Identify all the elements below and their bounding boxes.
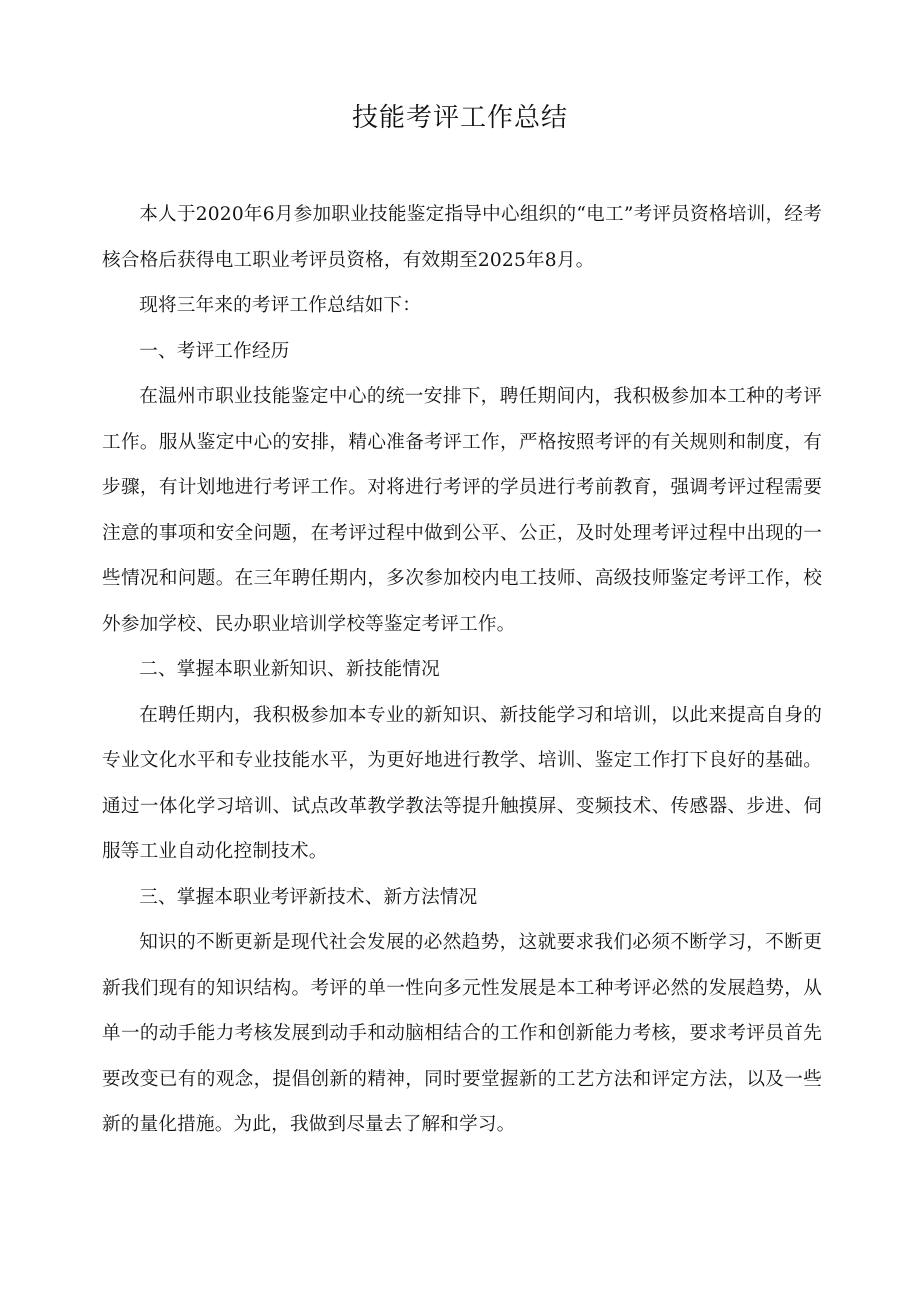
section-heading-new-methods: 三、掌握本职业考评新技术、新方法情况 [139,886,478,908]
document-title: 技能考评工作总结 [351,103,568,133]
section-paragraph-new-methods: 知识的不断更新是现代社会发展的必然趋势，这就要求我们必须不断学习，不断更新我们现有的知识结构。考评的单一性向多元性发展是本工种考评必然的发展趋势，从单一的动手能力考核发展到动手和动脑相结合的工作和创新能力考核，要求考评员首先要改变已有的观念，提倡创新的精神，同时要堂握新的工艺方法和评定方法，以及一些新的量化措施。为此，我做到尽量去了解和学习。 [102,932,822,1135]
document-body [102,192,822,1148]
section-paragraph-experience: 在温州市职业技能鉴定中心的统一安排下，聘任期间内，我积极参加本工种的考评工作。服从鉴定中心的安排，精心准备考评工作，严格按照考评的有关规则和制度，有步骤，有计划地进行考评工作。对将进行考评的学员进行考前教育，强调考评过程需要注意的事项和安全问题，在考评过程中做到公平、公正，及时处理考评过程中出现的一些情况和问题。在三年聘任期内，多次参加校内电工技师、高级技师鉴定考评工作，校外参加学校、民办职业培训学校等鉴定考评工作。 [102,386,822,635]
summary-lead-paragraph: 现将三年来的考评工作总结如下： [139,295,422,316]
section-heading-new-knowledge: 二、掌握本职业新知识、新技能情况 [139,659,440,680]
section-heading-experience: 一、考评工作经历 [139,340,290,362]
section-paragraph-new-knowledge: 在聘任期内，我积极参加本专业的新知识、新技能学习和培训，以此来提高自身的专业文化水平和专业技能水平，为更好地进行教学、培训、鉴定工作打下良好的基础。通过一体化学习培训、试点改革教学教法等提升触摸屏、变频技术、传感器、步进、伺服等工业自动化控制技术。 [102,704,822,862]
intro-paragraph: 本人于2020年6月参加职业技能鉴定指导中心组织的“电工”考评员资格培训，经考核合格后获得电工职业考评员资格，有效期至2025年8月。 [102,204,822,271]
